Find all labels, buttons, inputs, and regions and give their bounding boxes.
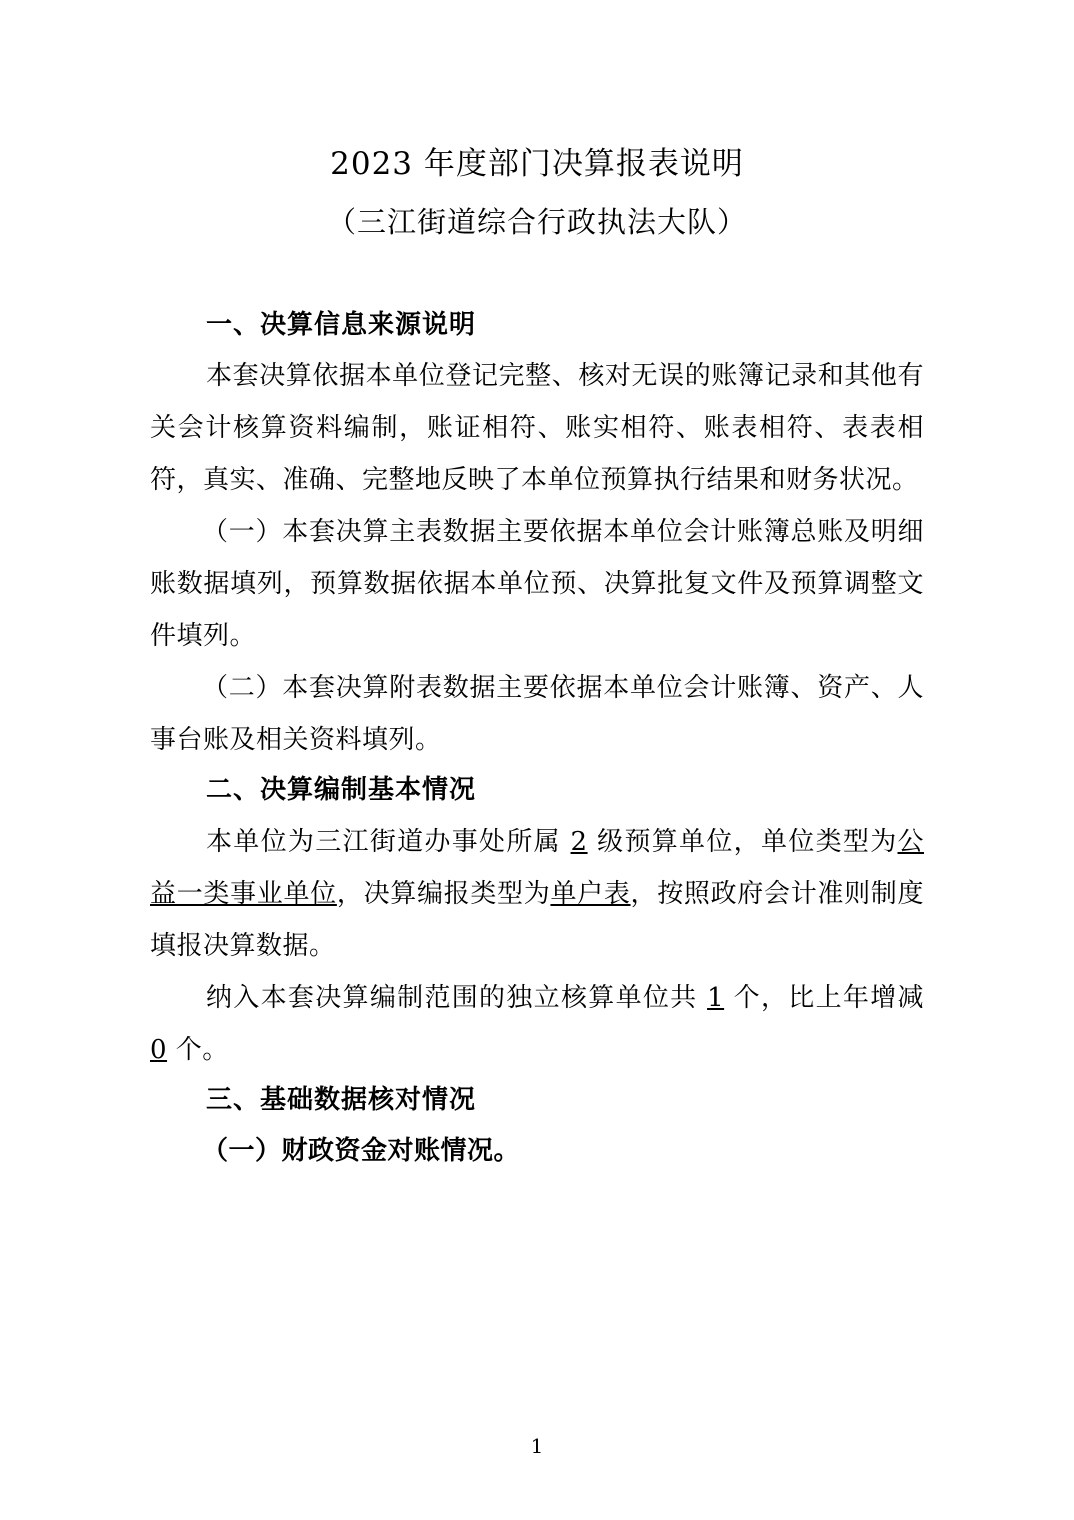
report-type-value: 单户表 — [550, 878, 631, 909]
section-2-paragraph-1 — [150, 816, 924, 972]
budget-unit-level-value: 2 — [570, 826, 588, 857]
section-2-paragraph-2 — [150, 972, 924, 1076]
section-2-text-part-2: 级预算单位，单位类型为 — [587, 826, 898, 857]
section-2-text-part-3: ，决算编报类型为 — [336, 878, 551, 909]
page-title: 2023 年度部门决算报表说明 — [330, 146, 744, 182]
section-heading-2: 二、决算编制基本情况 — [206, 775, 477, 806]
section-1-paragraph-2: （一）本套决算主表数据主要依据本单位会计账簿总账及明细账数据填列，预算数据依据本单位预、决算批复文件及预算调整文件填列。 — [150, 517, 924, 652]
title-spacer — [150, 245, 924, 301]
section-heading-3: 三、基础数据核对情况 — [206, 1084, 477, 1115]
section-3-subheading-1: （一）财政资金对账情况。 — [202, 1136, 521, 1167]
section-1-paragraph-3: （二）本套决算附表数据主要依据本单位会计账簿、资产、人事台账及相关资料填列。 — [150, 673, 924, 756]
unit-type-value: 公益一类事业单位 — [150, 826, 925, 909]
section-2-b-text-part-3: 个。 — [167, 1034, 229, 1065]
year-over-year-change-value: 0 — [150, 1034, 168, 1065]
section-2-text-part-1: 本单位为三江街道办事处所属 — [206, 826, 571, 857]
page-number: 1 — [530, 1434, 544, 1458]
independent-unit-count-value: 1 — [707, 982, 725, 1013]
page-subtitle: （三江街道综合行政执法大队） — [326, 205, 747, 240]
section-heading-1: 一、决算信息来源说明 — [206, 309, 477, 340]
section-1-paragraph-1: 本套决算依据本单位登记完整、核对无误的账簿记录和其他有关会计核算资料编制，账证相符、账实相符、账表相符、表表相符，真实、准确、完整地反映了本单位预算执行结果和财务状况。 — [150, 361, 924, 496]
section-2-text-part-4: ，按照政府会计准则制度填报决算数据。 — [150, 878, 924, 961]
section-2-b-text-part-1: 纳入本套决算编制范围的独立核算单位共 — [206, 982, 708, 1013]
section-2-b-text-part-2: 个，比上年增减 — [724, 982, 925, 1013]
